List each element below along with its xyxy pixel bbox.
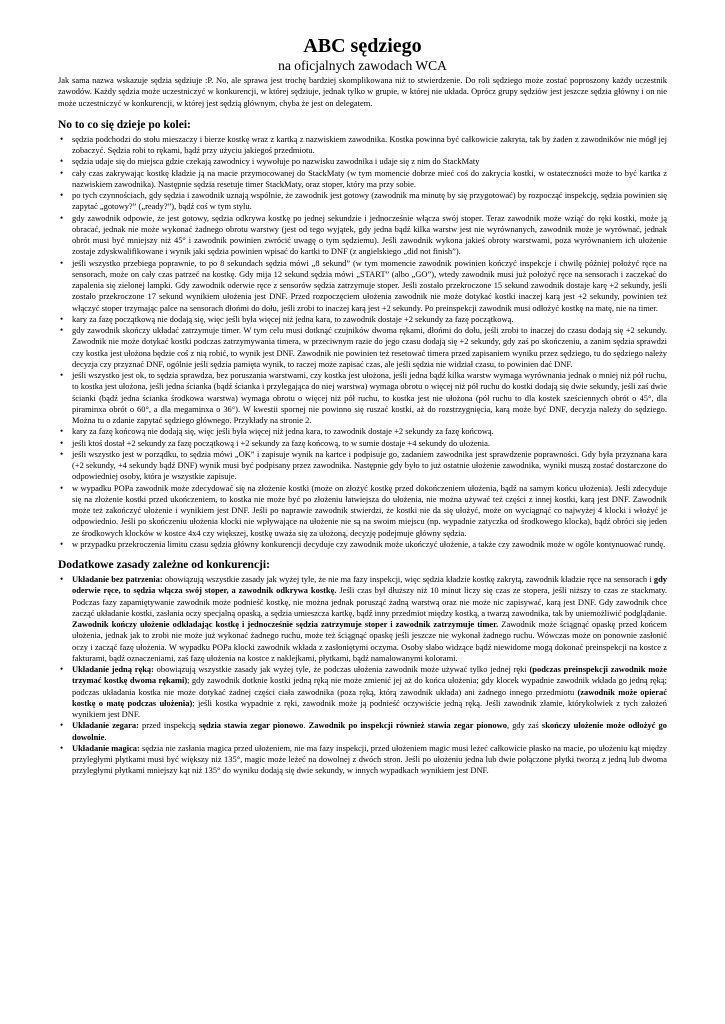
list-item-magic: • Układanie magica: sędzia nie zasłania magica przed ułożeniem, nie ma fazy inspekcji, przed ułożeniem magic musi leżeć całkowicie płasko na macie, po ułożeniu kąt między przyległymi płytkami musi być większy niż 135°, magic może leżeć na dowolnej z dwóch stron. Jeśli po ułożeniu jedna lub dwie połączone płytki tworzą z jedną lub dwoma przyległymi płytkami mniejszy kąt niż 135° do wyniku dodają się dwie sekundy, w innych wypadkach wynikiem jest DNF.: [72, 743, 667, 777]
rule-lead: Układanie zegara:: [72, 720, 139, 731]
list-item: • kary za fazę końcową nie dodają się, więc jeśli była więcej niż jedna kara, to zawodnik dostaje +2 sekundy za fazę końcową.: [72, 426, 667, 437]
document-subtitle: na oficjalnych zawodach WCA: [278, 58, 447, 73]
document-title: ABC sędziego: [303, 35, 422, 57]
list-item: • sędzia podchodzi do stołu mieszaczy i bierze kostkę wraz z kartką z nazwiskiem zawodnika. Kostka powinna być całkowicie zakryta, tak by żaden z zawodników nie mógł jej zobaczyć. Sędzia robi to rękami, bądź przy użyciu jakiegoś przedmiotu.: [72, 134, 667, 157]
list-item: • gdy zawodnik odpowie, że jest gotowy, sędzia odkrywa kostkę po jednej sekundzie i jednocześnie włącza swój stoper. Teraz zawodnik może wziąć do ręki kostki, może ją obracać, jednak nie może wykonać żadnego obrotu warstwy (jest od tego wyjątek, gdy jedna bądź kilka warstw jest nie wyrównanych, zawodnik może je wyrównać, jednak obrót musi być mniejszy niż 45° i zawodnik powinien zwrócić uwagę o tym sędziemu). Jeśli zawodnik wykona jakieś obroty warstwami, poza wyrównaniem ich ułożenie zostaje zdyskwalifikowane i wynik jaki sędzia powinien wpisać do kartki to DNF (z angielskiego „did not finish”).: [72, 213, 667, 258]
rule-lead: Układanie bez patrzenia:: [72, 574, 163, 584]
section-heading-event-rules: Dodatkowe zasady zależne od konkurencji:: [58, 559, 270, 571]
list-item: • w wypadku POPa zawodnik może zdecydować się na złożenie kostki (może on złożyć kostkę przed dokończeniem ułożenia, bądź na samym końcu ułożenia). Jeśli zdecyduje się na złożenie kostki przed ukończeniem, to kostka nie może być po złożeniu łatwiejsza do ułożenia, nie można używać też części z innej kostki, karą jest DNF. Zawodnik może też zakończyć ułożenie i wynikiem jest DNF. Jeśli po naprawie zawodnik stwierdzi, że kostki nie da się ułożyć, może on wyciągnąć co najwyżej 4 klocki i włożyć je odpowiednio. Jeśli po skończeniu ułożenia klocki nie wpływające na ułożenie nie są na swoim miejscu (np. wypadnie zatyczka od środkowego klocka), bądź obróci się jeden ze środkowych klocków w kostce 4x4 czy większej, kostkę uważa się za ułożoną, decyzję podejmuje główny sędzia.: [72, 483, 667, 539]
list-item: • jeśli wszystko przebiega poprawnie, to po 8 sekundach sędzia mówi „8 sekund” (w tym momencie zawodnik powinien kończyć inspekcje i chwilę później położyć ręce na sensorach, może on cały czas patrzeć na kostkę. Gdy mija 12 sekund sędzia mówi „START” (albo „GO”), wtedy zawodnik musi już położyć ręce na sensorach i zaczekać do zapalenia się zielonej lampki. Gdy zawodnik oderwie ręce z sensorów sędzia zatrzymuje stoper. Jeśli zostało przekroczone 15 sekund zawodnik dostaje karę +2 sekundy, jeśli zostało przekroczone 17 sekund wynikiem ułożenia jest DNF. Przed rozpoczęciem ułożenia zawodnik nie może dotykać kostki inaczej karą jest +2 sekundy, powinien też włączyć stoper trzymając palce na sensorach dłońmi do dołu, jeśli zrobi to inaczej karą jest +2 sekundy. Po preinspekcji zawodnik musi odłożyć kostkę na matę, nie na timer.: [72, 258, 667, 314]
list-item: • sędzia udaje się do miejsca gdzie czekają zawodnicy i wywołuje po nazwisku zawodnika i udaje się z nim do StackMaty: [72, 156, 667, 167]
intro-paragraph: Jak sama nazwa wskazuje sędzia sędziuje :P. No, ale sprawa jest trochę bardziej skomplikowana niż to stwierdzenie. Do roli sędziego może zostać poproszony każdy uczestnik zawodów. Każdy sędzia może uczestniczyć w konkurencji, w której sędziuje, jednak tylko w grupie, w której nie układa. Oprócz grupy sędziów jest jeszcze sędzia główny i on nie może uczestniczyć w konkurencji, w której jest sędzią głównym, chyba że jest on delegatem.: [58, 75, 667, 108]
rule-lead: Układanie jedną ręką:: [72, 664, 154, 674]
procedure-list: [58, 134, 667, 550]
section-heading-procedure: No to co się dzieje po kolei:: [58, 118, 191, 131]
list-item: • jeśli wszystko jest w porządku, to sędzia mówi „OK” i zapisuje wynik na kartce i podpisuje go, zadaniem zawodnika jest sprawdzenie poprawności. Gdy była przyznana kara (+2 sekundy, +4 sekundy bądź DNF) wynik musi być podpisany przez zawodnika. Następnie gdy było to już ostatnie ułożenie zawodnika, wyniki muszą zostać dostarczone do odpowiedniej osoby, która je wszystkie zapisuje.: [72, 449, 667, 483]
list-item: • jeśli wszystko jest ok, to sędzia sprawdza, bez poruszania warstwami, czy kostka jest ułożona, jeśli jedna bądź kilka warstw wymaga wyrównania jednak o mniej niż pół ruchu, to kostka jest ułożona, jeśli jedna ścianka (bądź ścianka i przylegająca do niej warstwa) wymaga obrotu o więcej niż pół ruchu do kostki dodają się dwie sekundy, jeśli zaś dwie ścianki (bądź jedna ścianka środkowa warstwa) wymaga obrotu o więcej niż pół ruchu, to kostka jest nie ułożona (pół ruchu to dla kostek sześciennych obrót o 45°, dla piraminxa obrót o 60°, a dla megaminxa o 36°). W kwestii spornej nie powinno się ruszać kostki, aż do rozstrzygnięcia, karą może być DNF, decyzja należy do sędziego. Można tu o zdanie zapytać sędziego głównego. Przykłady na stronie 2.: [72, 370, 667, 426]
list-item-blindfolded: • Układanie bez patrzenia: obowiązują wszystkie zasady jak wyżej tyle, że nie ma fazy inspekcji, więc sędzia kładzie kostkę zakrytą, zawodnik kładzie ręce na sensorach i gdy oderwie ręce, to sędzia włącza swój stoper, a zawodnik odkrywa kostkę. Jeśli czas był dłuższy niż 10 minut liczy się czas ze stopera, jeśli niższy to czas ze stackmaty. Podczas fazy zapamiętywanie zawodnik może podnieść kostkę, nie można jednak porusząć żadną warstwą oraz nie może nic zapisywać, karą jest DNF. Gdy zawodnik chce zacząć układanie kostki, zasłania oczy specjalną opaską, a sędzia umieszcza kartkę, bądź inny przedmiot między kostką, a twarzą zawodnika, tak by uniemożliwić podglądanie. Zawodnik kończy ułożenie odkładając kostkę i jednocześnie sędzia zatrzymuje stoper i zawodnik zatrzymuje timer. Zawodnik może ściągnąć opaskę przed końcem ułożenia, jednak jak to zrobi nie może już wykonać żadnego ruchu, może też ściągnąć opaskę jeśli jeszcze nie wykonał żadnego ruchu. Wówczas może on ponownie zasłonić oczy i zacząć fazę ułożenia. W wypadku POPa klocki zawodnik wkłada z zasłoniętymi oczyma. Osoby słabo widzące bądź niewidome mogą dokonać preinspekcji na kostce z fakturami, bądź oznaczeniami, zaś fazę ułożenia na kostce z naklejkami, płytkami, bądź namalowanymi kolorami.: [72, 574, 667, 664]
event-rules-list: [58, 574, 667, 777]
list-item: • cały czas zakrywając kostkę kładzie ją na macie przymocowanej do StackMaty (w tym momencie dobrze mieć coś do zakrycia kostki, w ostateczności może to być kartka z nazwiskiem zawodnika). Następnie sędzia resetuje timer StackMaty, oraz stoper, który ma przy sobie.: [72, 168, 667, 191]
list-item: • po tych czynnościach, gdy sędzia i zawodnik uznają wspólnie, że zawodnik jest gotowy (zawodnik ma minutę by się przygotować) by rozpocząć inspekcję, sędzia powinien się zapytać „gotowy?” („ready?”), bądź coś w tym stylu.: [72, 190, 667, 213]
list-item: • w przypadku przekroczenia limitu czasu sędzia główny konkurencji decyduje czy zawodnik może ukończyć ułożenie, a także czy zawodnik może w ogóle kontynuować rundę.: [72, 539, 667, 550]
list-item: • jeśli ktoś dostał +2 sekundy za fazę początkową i +2 sekundy za fazę końcową, to w sumie dostaje +4 sekundy do ułożenia.: [72, 438, 667, 449]
list-item: • gdy zawodnik skończy układać zatrzymuje timer. W tym celu musi dotknąć czujników dwoma rękami, dłońmi do dołu, jeśli zrobi to inaczej do czasu dodają się +2 sekundy. Zawodnik nie może dotykać kostki podczas zatrzymywania timera, w przeciwnym razie do jego czasu dodają się +2 sekundy, gdy zaś po skończeniu, a zanim sędzia sprawdzi czy kostka jest ułożona będzie coś z nią robić, to wynik jest DNF. Zawodnik nie powinien też resetować timera przed zapisaniem wyniku przez sędziego, tu do sędziego należy decyzja czy przyznać DNF, ogólnie jeśli sędzia pamięta wynik, to raczej może zapisać czas, ale jeśli sędzia nie widział czasu, to powinien dać DNF.: [72, 325, 667, 370]
list-item-one-handed: • Układanie jedną ręką: obowiązują wszystkie zasady jak wyżej tyle, że podczas ułożenia zawodnik może używać tylko jednej ręki (podczas preinspekcji zawodnik może trzymać kostkę dwoma rękami); gdy zawodnik dotknie kostki jedną ręką nie może zmienić jej aż do końca ułożenia; gdy klocek wypadnie zawodnik wkłada go jedną ręką; podczas układania kostka nie może dotykać żadnej części ciała zawodnika (poza ręką, którą zawodnik układa) ani żadnego innego przedmiotu (zawodnik może opierać kostkę o matę podczas ułożenia); jeśli kostka wypadnie z ręki, zawodnik może ją podnieść oczywiście jedną ręką. Jeśli zawodnik złamie, którykolwiek z tych założeń wynikiem jest DNF.: [72, 664, 667, 720]
list-item: • kary za fazę początkową nie dodają się, więc jeśli była więcej niż jedna kara, to zawodnik dostaje +2 sekundy za fazę początkową.: [72, 314, 667, 325]
rule-lead: Układanie magica:: [72, 742, 140, 753]
list-item-clock: • Układanie zegara: przed inspekcją sędzia stawia zegar pionowo. Zawodnik po inspekcji również stawia zegar pionowo, gdy zaś skończy ułożenie może odłożyć go dowolnie.: [72, 720, 667, 743]
